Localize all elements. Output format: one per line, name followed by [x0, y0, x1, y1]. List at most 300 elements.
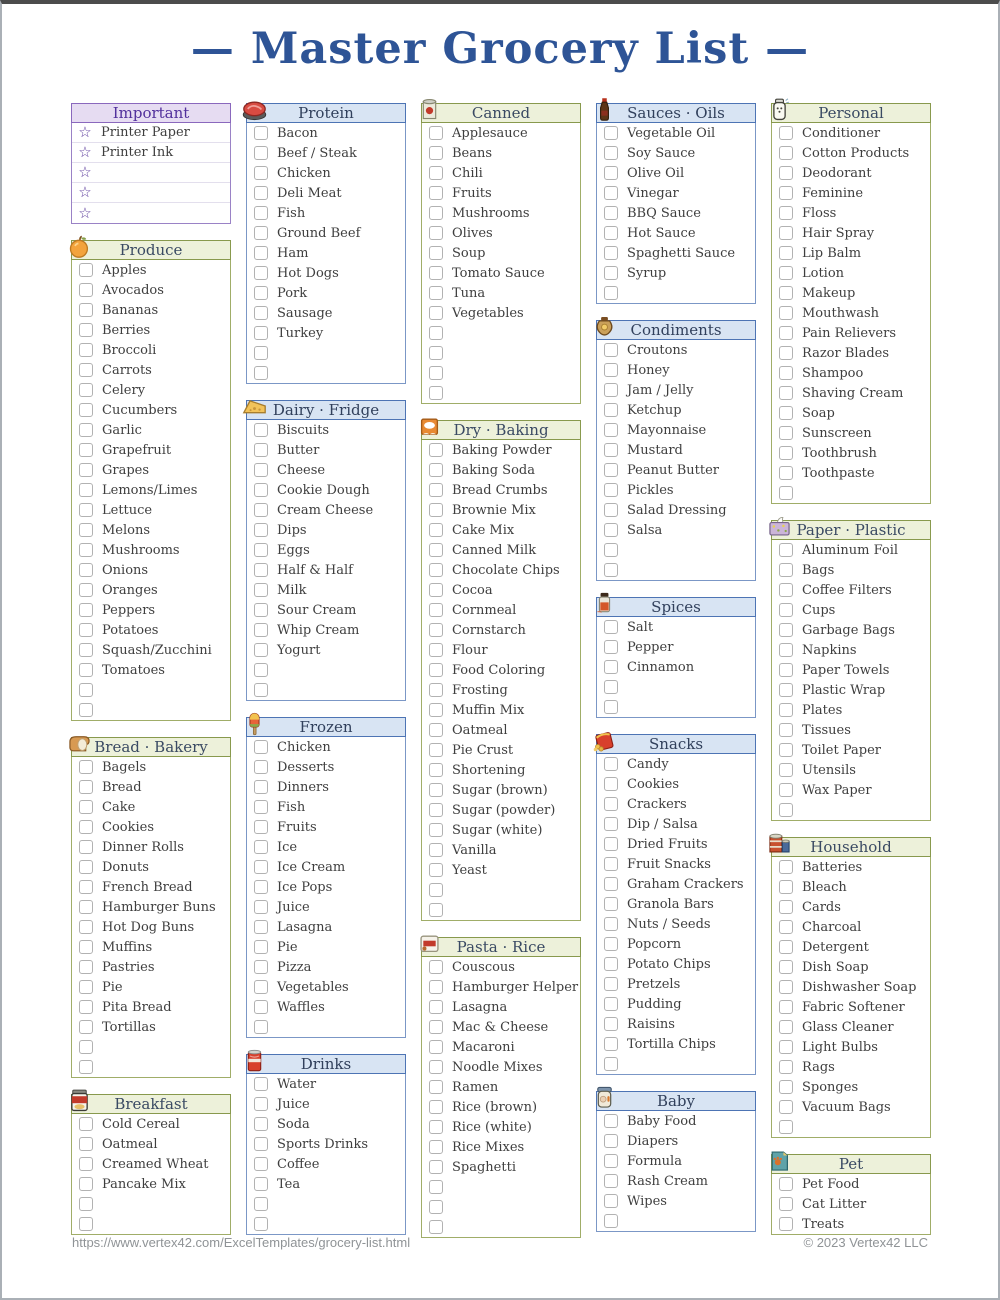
checkbox[interactable]	[779, 1120, 793, 1134]
checkbox[interactable]	[779, 146, 793, 160]
checkbox[interactable]	[79, 263, 93, 277]
chips-bag-icon	[591, 727, 618, 754]
checkbox[interactable]	[779, 783, 793, 797]
checkbox[interactable]	[79, 583, 93, 597]
checkbox[interactable]	[779, 1100, 793, 1114]
checkbox[interactable]	[79, 303, 93, 317]
checkbox[interactable]	[429, 266, 443, 280]
item-label: Fish	[277, 205, 306, 221]
checkbox[interactable]	[779, 723, 793, 737]
section-title: Personal	[818, 103, 884, 122]
checkbox[interactable]	[779, 563, 793, 577]
checkbox[interactable]	[429, 126, 443, 140]
checkbox[interactable]	[79, 1157, 93, 1171]
checkbox[interactable]	[779, 1197, 793, 1211]
checkbox[interactable]	[604, 463, 618, 477]
checkbox[interactable]	[779, 623, 793, 637]
section-list	[596, 754, 756, 1075]
checkbox[interactable]	[779, 1080, 793, 1094]
checkbox[interactable]	[429, 1160, 443, 1174]
checkbox[interactable]	[604, 563, 618, 577]
checkbox[interactable]	[254, 503, 268, 517]
checkbox[interactable]	[79, 463, 93, 477]
checkbox[interactable]	[429, 1220, 443, 1234]
checkbox[interactable]	[429, 980, 443, 994]
checkbox[interactable]	[79, 683, 93, 697]
checkbox[interactable]	[254, 1177, 268, 1191]
checkbox[interactable]	[604, 1174, 618, 1188]
checkbox[interactable]	[779, 306, 793, 320]
checkbox[interactable]	[79, 780, 93, 794]
checkbox[interactable]	[254, 326, 268, 340]
list-item	[247, 660, 405, 680]
checkbox[interactable]	[429, 206, 443, 220]
checkbox[interactable]	[779, 486, 793, 500]
checkbox[interactable]	[779, 1000, 793, 1014]
item-label: Water	[277, 1076, 317, 1092]
checkbox[interactable]	[779, 543, 793, 557]
section-list	[421, 440, 581, 921]
checkbox[interactable]	[429, 186, 443, 200]
list-item	[597, 1171, 755, 1191]
checkbox[interactable]	[604, 837, 618, 851]
checkbox[interactable]	[254, 126, 268, 140]
checkbox[interactable]	[254, 1097, 268, 1111]
checkbox[interactable]	[779, 366, 793, 380]
checkbox[interactable]	[254, 463, 268, 477]
checkbox[interactable]	[429, 463, 443, 477]
checkbox[interactable]	[254, 1197, 268, 1211]
checkbox[interactable]	[429, 543, 443, 557]
checkbox[interactable]	[779, 326, 793, 340]
checkbox[interactable]	[254, 1217, 268, 1231]
checkbox[interactable]	[254, 366, 268, 380]
checkbox[interactable]	[779, 803, 793, 817]
checkbox[interactable]	[429, 783, 443, 797]
checkbox[interactable]	[604, 997, 618, 1011]
list-item	[422, 1017, 580, 1037]
checkbox[interactable]	[779, 466, 793, 480]
checkbox[interactable]	[429, 803, 443, 817]
checkbox[interactable]	[604, 226, 618, 240]
checkbox[interactable]	[254, 1077, 268, 1091]
checkbox[interactable]	[429, 603, 443, 617]
checkbox[interactable]	[79, 643, 93, 657]
checkbox[interactable]	[79, 1177, 93, 1191]
item-label: Pickles	[627, 482, 674, 498]
item-label: Chocolate Chips	[452, 562, 560, 578]
checkbox[interactable]	[254, 206, 268, 220]
checkbox[interactable]	[429, 226, 443, 240]
checkbox[interactable]	[779, 643, 793, 657]
checkbox[interactable]	[604, 1017, 618, 1031]
spice-jar-icon	[591, 590, 618, 617]
checkbox[interactable]	[254, 780, 268, 794]
checkbox[interactable]	[254, 1000, 268, 1014]
checkbox[interactable]	[429, 960, 443, 974]
checkbox[interactable]	[254, 663, 268, 677]
checkbox[interactable]	[79, 1197, 93, 1211]
checkbox[interactable]	[604, 206, 618, 220]
checkbox[interactable]	[79, 363, 93, 377]
checkbox[interactable]	[429, 623, 443, 637]
checkbox[interactable]	[254, 543, 268, 557]
checkbox[interactable]	[79, 940, 93, 954]
checkbox[interactable]	[254, 523, 268, 537]
checkbox[interactable]	[604, 266, 618, 280]
checkbox[interactable]	[779, 246, 793, 260]
section-list	[771, 540, 931, 821]
list-item	[422, 860, 580, 880]
checkbox[interactable]	[604, 503, 618, 517]
checkbox[interactable]	[604, 1134, 618, 1148]
checkbox[interactable]	[779, 1020, 793, 1034]
checkbox[interactable]	[79, 920, 93, 934]
checkbox[interactable]	[79, 623, 93, 637]
checkbox[interactable]	[779, 860, 793, 874]
checkbox[interactable]	[79, 1020, 93, 1034]
checkbox[interactable]	[254, 960, 268, 974]
checkbox[interactable]	[604, 700, 618, 714]
checkbox[interactable]	[254, 306, 268, 320]
checkbox[interactable]	[604, 640, 618, 654]
checkbox[interactable]	[604, 757, 618, 771]
checkbox[interactable]	[429, 166, 443, 180]
checkbox[interactable]	[79, 1117, 93, 1131]
list-item	[247, 897, 405, 917]
checkbox[interactable]	[429, 326, 443, 340]
checkbox[interactable]	[779, 603, 793, 617]
checkbox[interactable]	[604, 286, 618, 300]
checkbox[interactable]	[429, 563, 443, 577]
item-label: Wipes	[627, 1193, 667, 1209]
checkbox[interactable]	[604, 146, 618, 160]
checkbox[interactable]	[429, 1180, 443, 1194]
checkbox[interactable]	[779, 446, 793, 460]
item-label: Paper Towels	[802, 662, 890, 678]
checkbox[interactable]	[604, 186, 618, 200]
checkbox[interactable]	[79, 523, 93, 537]
list-item	[72, 1134, 230, 1154]
checkbox[interactable]	[254, 940, 268, 954]
item-label: Sugar (white)	[452, 822, 543, 838]
list-item	[72, 1214, 230, 1234]
list-item	[597, 1054, 755, 1074]
footer-url-link[interactable]: https://www.vertex42.com/ExcelTemplates/grocery-list.html	[72, 1235, 411, 1250]
checkbox[interactable]	[779, 286, 793, 300]
section-header-breakfast	[71, 1094, 231, 1114]
checkbox[interactable]	[79, 860, 93, 874]
checkbox[interactable]	[79, 283, 93, 297]
checkbox[interactable]	[779, 226, 793, 240]
checkbox[interactable]	[429, 843, 443, 857]
checkbox[interactable]	[254, 643, 268, 657]
checkbox[interactable]	[254, 443, 268, 457]
checkbox[interactable]	[254, 186, 268, 200]
checkbox[interactable]	[779, 1177, 793, 1191]
checkbox[interactable]	[779, 406, 793, 420]
section-breakfast	[71, 1094, 231, 1235]
checkbox[interactable]	[254, 683, 268, 697]
apple-icon	[66, 233, 93, 260]
checkbox[interactable]	[79, 1217, 93, 1231]
checkbox[interactable]	[604, 660, 618, 674]
checkbox[interactable]	[429, 643, 443, 657]
item-label: Olive Oil	[627, 165, 685, 181]
checkbox[interactable]	[429, 583, 443, 597]
checkbox[interactable]	[429, 823, 443, 837]
checkbox[interactable]	[429, 443, 443, 457]
checkbox[interactable]	[604, 1214, 618, 1228]
checkbox[interactable]	[429, 683, 443, 697]
checkbox[interactable]	[779, 583, 793, 597]
checkbox[interactable]	[429, 663, 443, 677]
checkbox[interactable]	[604, 937, 618, 951]
checkbox[interactable]	[254, 760, 268, 774]
checkbox[interactable]	[604, 1194, 618, 1208]
section-list	[771, 857, 931, 1138]
checkbox[interactable]	[79, 1040, 93, 1054]
checkbox[interactable]	[604, 680, 618, 694]
checkbox[interactable]	[604, 363, 618, 377]
item-label: Cake Mix	[452, 522, 515, 538]
checkbox[interactable]	[604, 1037, 618, 1051]
checkbox[interactable]	[79, 1137, 93, 1151]
checkbox[interactable]	[779, 703, 793, 717]
checkbox[interactable]	[254, 146, 268, 160]
checkbox[interactable]	[604, 797, 618, 811]
item-label: Crackers	[627, 796, 687, 812]
checkbox[interactable]	[604, 383, 618, 397]
checkbox[interactable]	[779, 266, 793, 280]
checkbox[interactable]	[604, 483, 618, 497]
list-item	[597, 974, 755, 994]
checkbox[interactable]	[429, 503, 443, 517]
checkbox[interactable]	[79, 1060, 93, 1074]
checkbox[interactable]	[779, 960, 793, 974]
checkbox[interactable]	[254, 1137, 268, 1151]
checkbox[interactable]	[429, 386, 443, 400]
checkbox[interactable]	[604, 917, 618, 931]
item-label: Squash/Zucchini	[102, 642, 212, 658]
checkbox[interactable]	[604, 543, 618, 557]
checkbox[interactable]	[254, 166, 268, 180]
checkbox[interactable]	[79, 503, 93, 517]
list-item	[72, 837, 230, 857]
checkbox[interactable]	[429, 703, 443, 717]
checkbox[interactable]	[604, 817, 618, 831]
checkbox[interactable]	[254, 583, 268, 597]
checkbox[interactable]	[429, 743, 443, 757]
checkbox[interactable]	[254, 346, 268, 360]
checkbox[interactable]	[429, 346, 443, 360]
checkbox[interactable]	[254, 800, 268, 814]
checkbox[interactable]	[254, 563, 268, 577]
checkbox[interactable]	[779, 126, 793, 140]
checkbox[interactable]	[604, 126, 618, 140]
checkbox[interactable]	[79, 703, 93, 717]
checkbox[interactable]	[779, 683, 793, 697]
checkbox[interactable]	[429, 1100, 443, 1114]
checkbox[interactable]	[779, 386, 793, 400]
checkbox[interactable]	[779, 166, 793, 180]
checkbox[interactable]	[79, 403, 93, 417]
item-label: Rice (brown)	[452, 1099, 538, 1115]
checkbox[interactable]	[429, 1040, 443, 1054]
checkbox[interactable]	[604, 1114, 618, 1128]
checkbox[interactable]	[79, 1000, 93, 1014]
checkbox[interactable]	[429, 523, 443, 537]
checkbox[interactable]	[254, 860, 268, 874]
section-frozen	[246, 717, 406, 1038]
star-icon: ☆	[78, 143, 92, 161]
list-item	[422, 780, 580, 800]
checkbox[interactable]	[429, 883, 443, 897]
checkbox[interactable]	[779, 940, 793, 954]
checkbox[interactable]	[779, 1040, 793, 1054]
checkbox[interactable]	[79, 980, 93, 994]
checkbox[interactable]	[429, 1120, 443, 1134]
checkbox[interactable]	[779, 426, 793, 440]
checkbox[interactable]	[779, 900, 793, 914]
list-item	[597, 420, 755, 440]
item-label: Pie	[277, 939, 298, 955]
checkbox[interactable]	[79, 323, 93, 337]
checkbox[interactable]	[604, 857, 618, 871]
checkbox[interactable]	[429, 863, 443, 877]
list-item	[772, 403, 930, 423]
checkbox[interactable]	[604, 897, 618, 911]
checkbox[interactable]	[79, 960, 93, 974]
checkbox[interactable]	[604, 423, 618, 437]
checkbox[interactable]	[254, 286, 268, 300]
item-label: Plastic Wrap	[802, 682, 886, 698]
checkbox[interactable]	[254, 266, 268, 280]
checkbox[interactable]	[79, 800, 93, 814]
list-item	[247, 777, 405, 797]
item-label: Napkins	[802, 642, 857, 658]
checkbox[interactable]	[429, 483, 443, 497]
checkbox[interactable]	[79, 383, 93, 397]
checkbox[interactable]	[429, 1060, 443, 1074]
checkbox[interactable]	[429, 1140, 443, 1154]
checkbox[interactable]	[604, 246, 618, 260]
checkbox[interactable]	[79, 603, 93, 617]
checkbox[interactable]	[79, 563, 93, 577]
list-item	[247, 1214, 405, 1234]
checkbox[interactable]	[429, 1200, 443, 1214]
checkbox[interactable]	[254, 423, 268, 437]
checkbox[interactable]	[254, 740, 268, 754]
checkbox[interactable]	[779, 880, 793, 894]
section-header-canned	[421, 103, 581, 123]
checkbox[interactable]	[429, 366, 443, 380]
item-label: Coffee Filters	[802, 582, 892, 598]
checkbox[interactable]	[79, 760, 93, 774]
checkbox[interactable]	[254, 603, 268, 617]
baking-soda-icon	[416, 413, 443, 440]
checkbox[interactable]	[604, 1057, 618, 1071]
checkbox[interactable]	[79, 820, 93, 834]
checkbox[interactable]	[779, 980, 793, 994]
checkbox[interactable]	[429, 286, 443, 300]
item-label: Oatmeal	[452, 722, 508, 738]
checkbox[interactable]	[79, 543, 93, 557]
checkbox[interactable]	[79, 443, 93, 457]
checkbox[interactable]	[254, 226, 268, 240]
checkbox[interactable]	[779, 186, 793, 200]
checkbox[interactable]	[254, 900, 268, 914]
checkbox[interactable]	[779, 206, 793, 220]
checkbox[interactable]	[254, 980, 268, 994]
list-item	[772, 123, 930, 143]
checkbox[interactable]	[604, 877, 618, 891]
checkbox[interactable]	[254, 880, 268, 894]
checkbox[interactable]	[604, 620, 618, 634]
item-label: Tortilla Chips	[627, 1036, 716, 1052]
checkbox[interactable]	[79, 663, 93, 677]
checkbox[interactable]	[779, 1217, 793, 1231]
item-label: Salt	[627, 619, 654, 635]
checkbox[interactable]	[429, 146, 443, 160]
checkbox[interactable]	[254, 623, 268, 637]
checkbox[interactable]	[604, 957, 618, 971]
checkbox[interactable]	[604, 777, 618, 791]
checkbox[interactable]	[429, 1020, 443, 1034]
list-item	[422, 143, 580, 163]
checkbox[interactable]	[604, 977, 618, 991]
checkbox[interactable]	[79, 900, 93, 914]
section-pasta-rice	[421, 937, 581, 1238]
checkbox[interactable]	[429, 903, 443, 917]
checkbox[interactable]	[604, 1154, 618, 1168]
list-item	[72, 280, 230, 300]
column-3	[421, 103, 581, 1254]
checkbox[interactable]	[254, 1157, 268, 1171]
checkbox[interactable]	[779, 663, 793, 677]
checkbox[interactable]	[254, 1117, 268, 1131]
checkbox[interactable]	[779, 346, 793, 360]
checkbox[interactable]	[779, 1060, 793, 1074]
checkbox[interactable]	[429, 1000, 443, 1014]
checkbox[interactable]	[254, 1020, 268, 1034]
checkbox[interactable]	[604, 443, 618, 457]
checkbox[interactable]	[254, 483, 268, 497]
checkbox[interactable]	[604, 403, 618, 417]
checkbox[interactable]	[79, 483, 93, 497]
checkbox[interactable]	[429, 246, 443, 260]
checkbox[interactable]	[604, 166, 618, 180]
checkbox[interactable]	[429, 1080, 443, 1094]
checkbox[interactable]	[429, 723, 443, 737]
checkbox[interactable]	[429, 763, 443, 777]
checkbox[interactable]	[254, 840, 268, 854]
checkbox[interactable]	[779, 920, 793, 934]
checkbox[interactable]	[604, 523, 618, 537]
checkbox[interactable]	[79, 840, 93, 854]
checkbox[interactable]	[254, 820, 268, 834]
checkbox[interactable]	[429, 306, 443, 320]
checkbox[interactable]	[79, 880, 93, 894]
checkbox[interactable]	[779, 763, 793, 777]
section-title: Breakfast	[114, 1094, 188, 1113]
checkbox[interactable]	[79, 343, 93, 357]
checkbox[interactable]	[254, 920, 268, 934]
checkbox[interactable]	[79, 423, 93, 437]
checkbox[interactable]	[254, 246, 268, 260]
checkbox[interactable]	[779, 743, 793, 757]
checkbox[interactable]	[604, 343, 618, 357]
